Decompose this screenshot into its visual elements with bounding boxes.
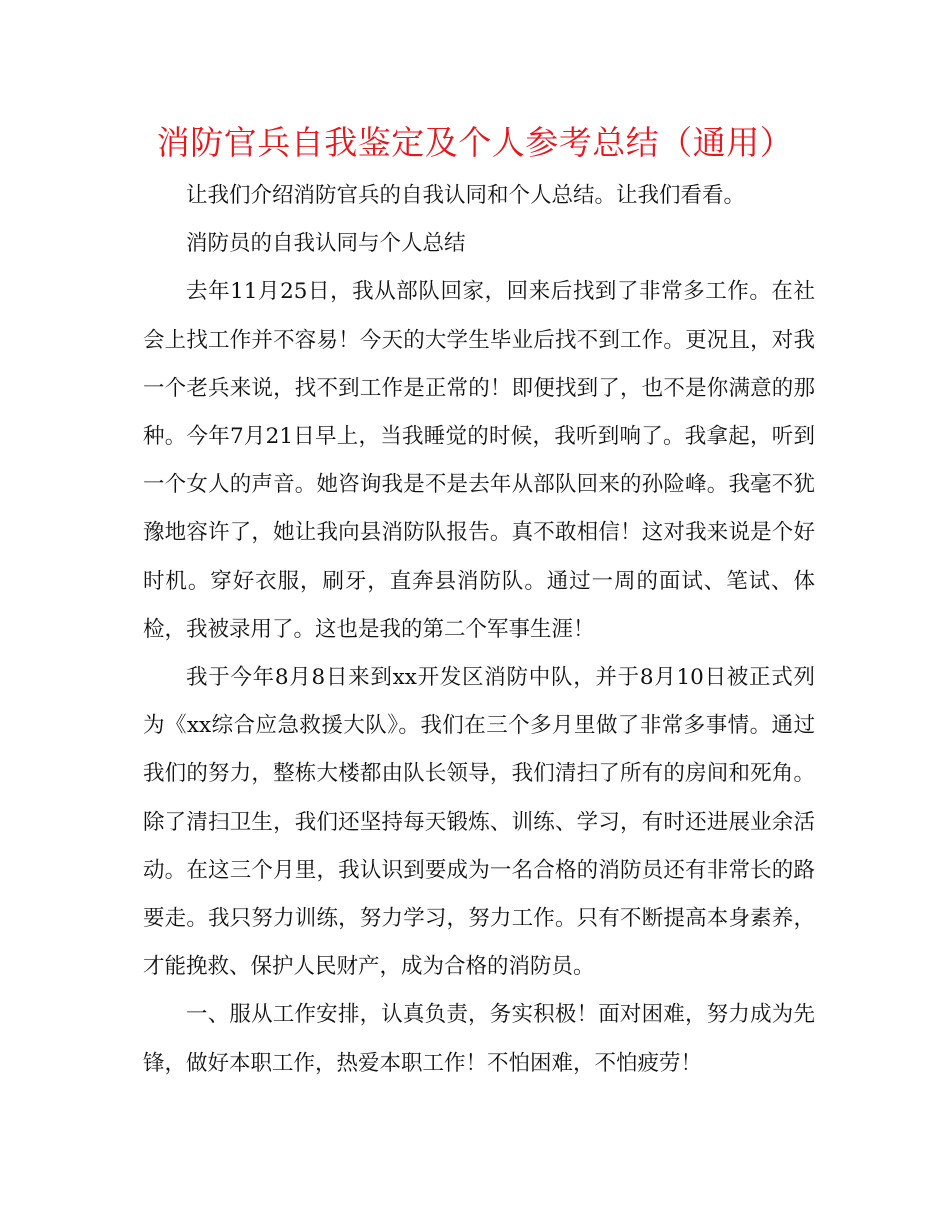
subheading-paragraph: 消防员的自我认同与个人总结 [186, 231, 466, 257]
intro-paragraph: 让我们介绍消防官兵的自我认同和个人总结。让我们看看。 [186, 183, 746, 208]
body-paragraph-2: 我于今年8月8日来到xx开发区消防中队，并于8月10日被正式列为《xx综合应急救援大队》。我们在三个多月里做了非常多事情。通过我们的努力，整栋大楼都由队长领导，我们清扫了所有的房间和死角。除了清扫卫生，我们还坚持每天锻炼、训练、学习，有时还进展业余活动。在这三个月里，我认识到要成为一名合格的消防员还有非常长的路要走。我只努力训练，努力学习，努力工作。只有不断提高本身素养，才能挽救、保护人民财产，成为合格的消防员。 [143, 665, 815, 980]
body-paragraph-1: 去年11月25日，我从部队回家，回来后找到了非常多工作。在社会上找工作并不容易！今天的大学生毕业后找不到工作。更况且，对我一个老兵来说，找不到工作是正常的！即便找到了，也不是你满意的那种。今年7月21日早上，当我睡觉的时候，我听到响了。我拿起，听到一个女人的声音。她咨询我是不是去年从部队回来的孙险峰。我毫不犹豫地容许了，她让我向县消防队报告。真不敢相信！这对我来说是个好时机。穿好衣服，刷牙，直奔县消防队。通过一周的面试、笔试、体检，我被录用了。这也是我的第二个军事生涯！ [143, 279, 815, 642]
document-body [143, 172, 815, 1088]
body-paragraph-3: 一、服从工作安排，认真负责，务实积极！面对困难，努力成为先锋，做好本职工作，热爱本职工作！不怕困难，不怕疲劳！ [143, 1002, 815, 1076]
document-title: 消防官兵自我鉴定及个人参考总结（通用） [156, 123, 794, 162]
